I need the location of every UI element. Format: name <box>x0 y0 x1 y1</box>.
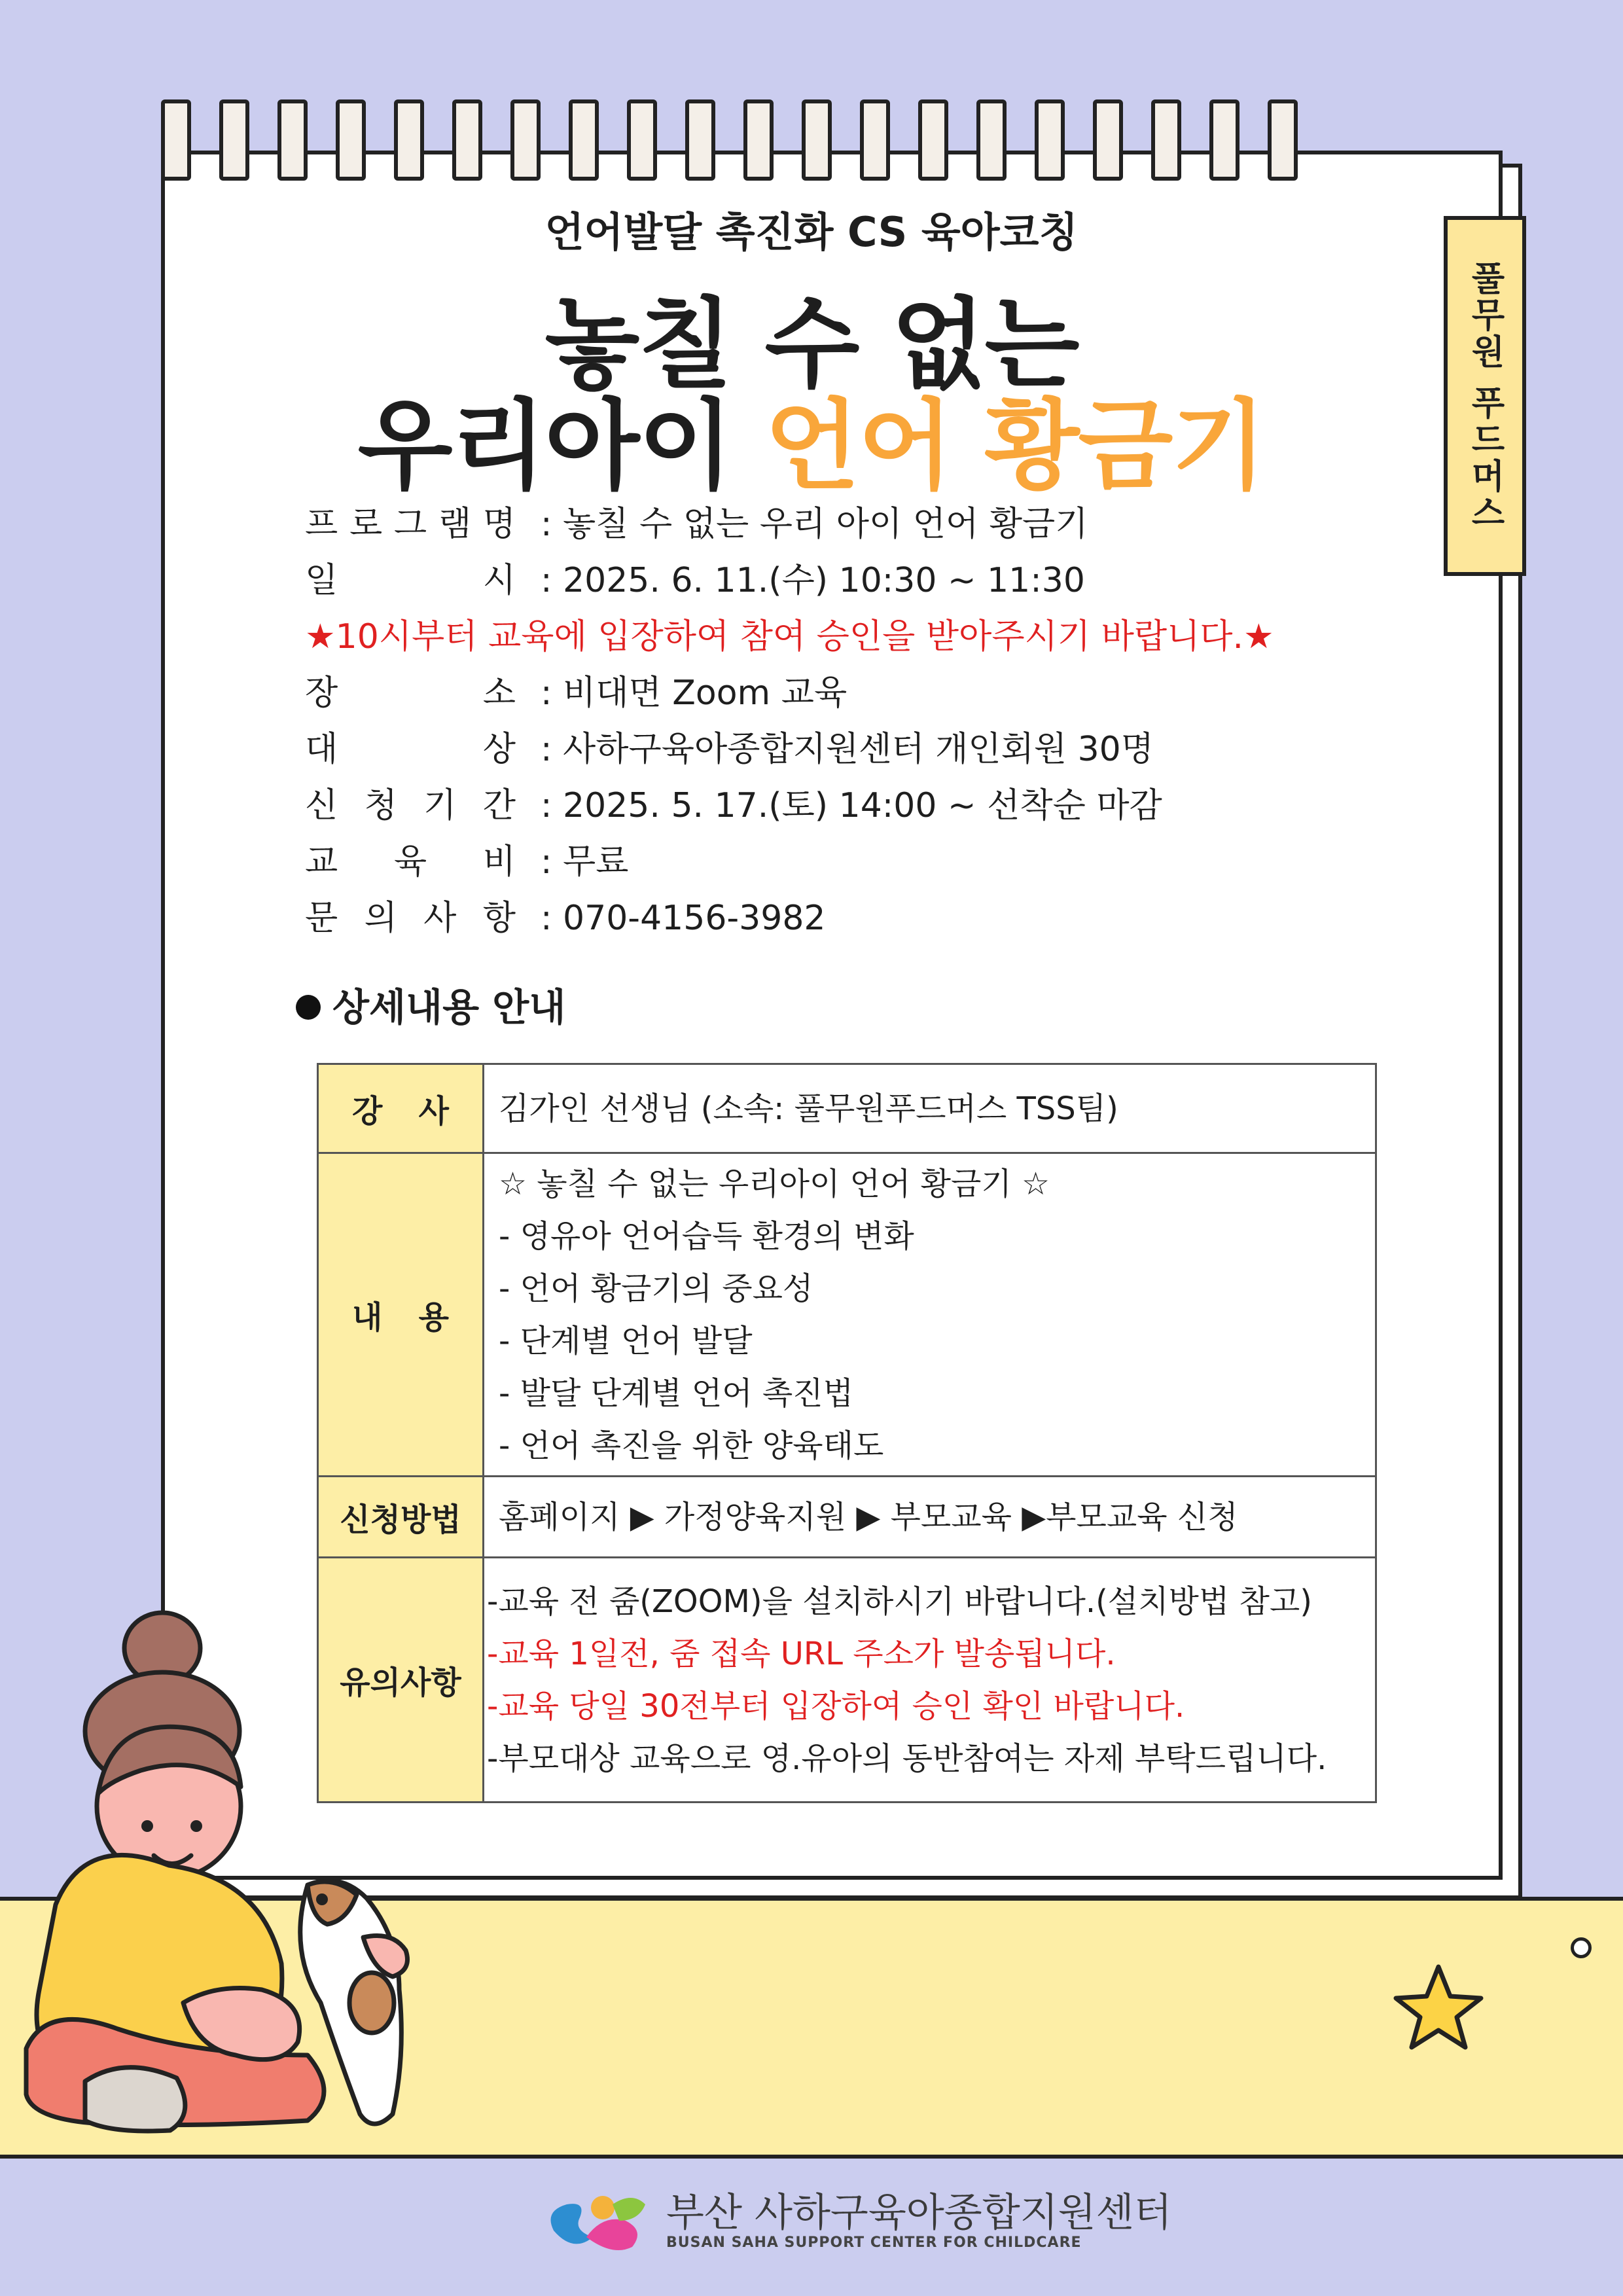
footer-text <box>666 2191 1172 2251</box>
info-row-contact <box>305 890 1274 946</box>
info-row-program <box>305 496 1274 552</box>
spiral-ring <box>1268 99 1298 181</box>
info-value: : 무료 <box>541 842 629 882</box>
spiral-ring <box>336 99 366 181</box>
star-icon <box>1389 1960 1488 2058</box>
info-value: : 2025. 5. 17.(토) 14:00 ~ 선착순 마감 <box>541 786 1162 825</box>
info-value: : 2025. 6. 11.(수) 10:30 ~ 11:30 <box>541 561 1085 600</box>
spiral-ring <box>452 99 482 181</box>
spiral-ring <box>510 99 541 181</box>
info-key: 신 청 기 간 <box>305 786 516 825</box>
section-heading <box>296 977 565 1031</box>
note-line: -교육 1일전, 줌 접속 URL 주소가 발송됩니다. <box>487 1635 1116 1672</box>
spiral-ring <box>394 99 424 181</box>
info-key: 교 육 비 <box>305 842 516 882</box>
spiral-ring <box>1093 99 1123 181</box>
notes-value <box>484 1558 1376 1803</box>
section-title: 상세내용 안내 <box>332 985 566 1030</box>
side-tab-label: 풀무원 푸드머스 <box>1465 260 1505 532</box>
footer-logo <box>541 2185 1172 2257</box>
notes-label: 유의사항 <box>318 1558 484 1803</box>
info-row-fee <box>305 834 1274 890</box>
spiral-ring <box>685 99 715 181</box>
spiral-ring <box>802 99 832 181</box>
spiral-ring <box>569 99 599 181</box>
spiral-ring <box>976 99 1007 181</box>
content-line: - 발달 단계별 언어 촉진법 <box>499 1374 854 1412</box>
info-row-date <box>305 552 1274 609</box>
instructor-label: 강 사 <box>318 1064 484 1153</box>
title-line-2 <box>0 367 1623 508</box>
content-line: - 언어 황금기의 중요성 <box>499 1270 813 1307</box>
apply-value: 홈페이지 ▶ 가정양육지원 ▶ 부모교육 ▶부모교육 신청 <box>484 1477 1376 1558</box>
spiral-ring <box>1151 99 1181 181</box>
content-line: - 영유아 언어습득 환경의 변화 <box>499 1217 914 1255</box>
info-row-notice <box>305 609 1274 665</box>
content-line: - 언어 촉진을 위한 양육태도 <box>499 1427 884 1464</box>
info-value: : 사하구육아종합지원센터 개인회원 30명 <box>541 730 1154 769</box>
note-line: -교육 당일 30전부터 입장하여 승인 확인 바랍니다. <box>487 1687 1185 1725</box>
spiral-ring <box>918 99 948 181</box>
table-row-instructor <box>318 1064 1376 1153</box>
info-key: 프 로 그 램 명 <box>305 505 516 544</box>
table-row-content <box>318 1153 1376 1477</box>
spiral-ring <box>277 99 308 181</box>
info-key: 대 상 <box>305 730 516 769</box>
spiral-ring <box>627 99 657 181</box>
entry-notice: ★10시부터 교육에 입장하여 참여 승인을 받아주시기 바랍니다.★ <box>305 617 1274 656</box>
title-line-1: 놓칠 수 없는 <box>544 288 1079 402</box>
spiral-ring <box>1035 99 1065 181</box>
info-row-period <box>305 778 1274 834</box>
spiral-ring <box>1209 99 1240 181</box>
info-key: 일 시 <box>305 561 516 600</box>
content-line: ☆ 놓칠 수 없는 우리아이 언어 황금기 ☆ <box>499 1165 1050 1202</box>
note-line: -부모대상 교육으로 영.유아의 동반참여는 자제 부탁드립니다. <box>487 1740 1327 1777</box>
mother-and-dog-illustration <box>0 1597 497 2134</box>
spiral-ring <box>743 99 774 181</box>
content-value <box>484 1153 1376 1477</box>
apply-label: 신청방법 <box>318 1477 484 1558</box>
kicker-text: 언어발달 촉진화 CS 육아코칭 <box>544 208 1079 256</box>
instructor-value: 김가인 선생님 (소속: 풀무원푸드머스 TSS팀) <box>484 1064 1376 1153</box>
spiral-ring <box>161 99 191 181</box>
info-value: : 비대면 Zoom 교육 <box>541 673 847 713</box>
circle-dot-icon <box>1571 1937 1592 1958</box>
title-line-2-black: 우리아이 <box>357 389 732 503</box>
center-name-ko: 부산 사하구육아종합지원센터 <box>666 2189 1172 2236</box>
info-value: : 070-4156-3982 <box>541 899 826 938</box>
title-line-2-orange: 언어 황금기 <box>764 389 1266 503</box>
content-line: - 단계별 언어 발달 <box>499 1322 753 1359</box>
content-label: 내 용 <box>318 1153 484 1477</box>
info-value: : 놓칠 수 없는 우리 아이 언어 황금기 <box>541 505 1088 544</box>
table-row-apply <box>318 1477 1376 1558</box>
center-name-en: BUSAN SAHA SUPPORT CENTER FOR CHILDCARE <box>666 2234 1082 2251</box>
info-key: 장 소 <box>305 673 516 713</box>
note-line: -교육 전 줌(ZOOM)을 설치하시기 바랍니다.(설치방법 참고) <box>487 1583 1312 1620</box>
info-key: 문 의 사 항 <box>305 899 516 938</box>
spiral-ring <box>860 99 890 181</box>
spiral-ring <box>219 99 249 181</box>
info-row-target <box>305 721 1274 778</box>
bullet-icon <box>296 995 321 1020</box>
center-logo-icon <box>541 2185 652 2257</box>
program-info <box>305 496 1274 946</box>
info-row-place <box>305 665 1274 721</box>
